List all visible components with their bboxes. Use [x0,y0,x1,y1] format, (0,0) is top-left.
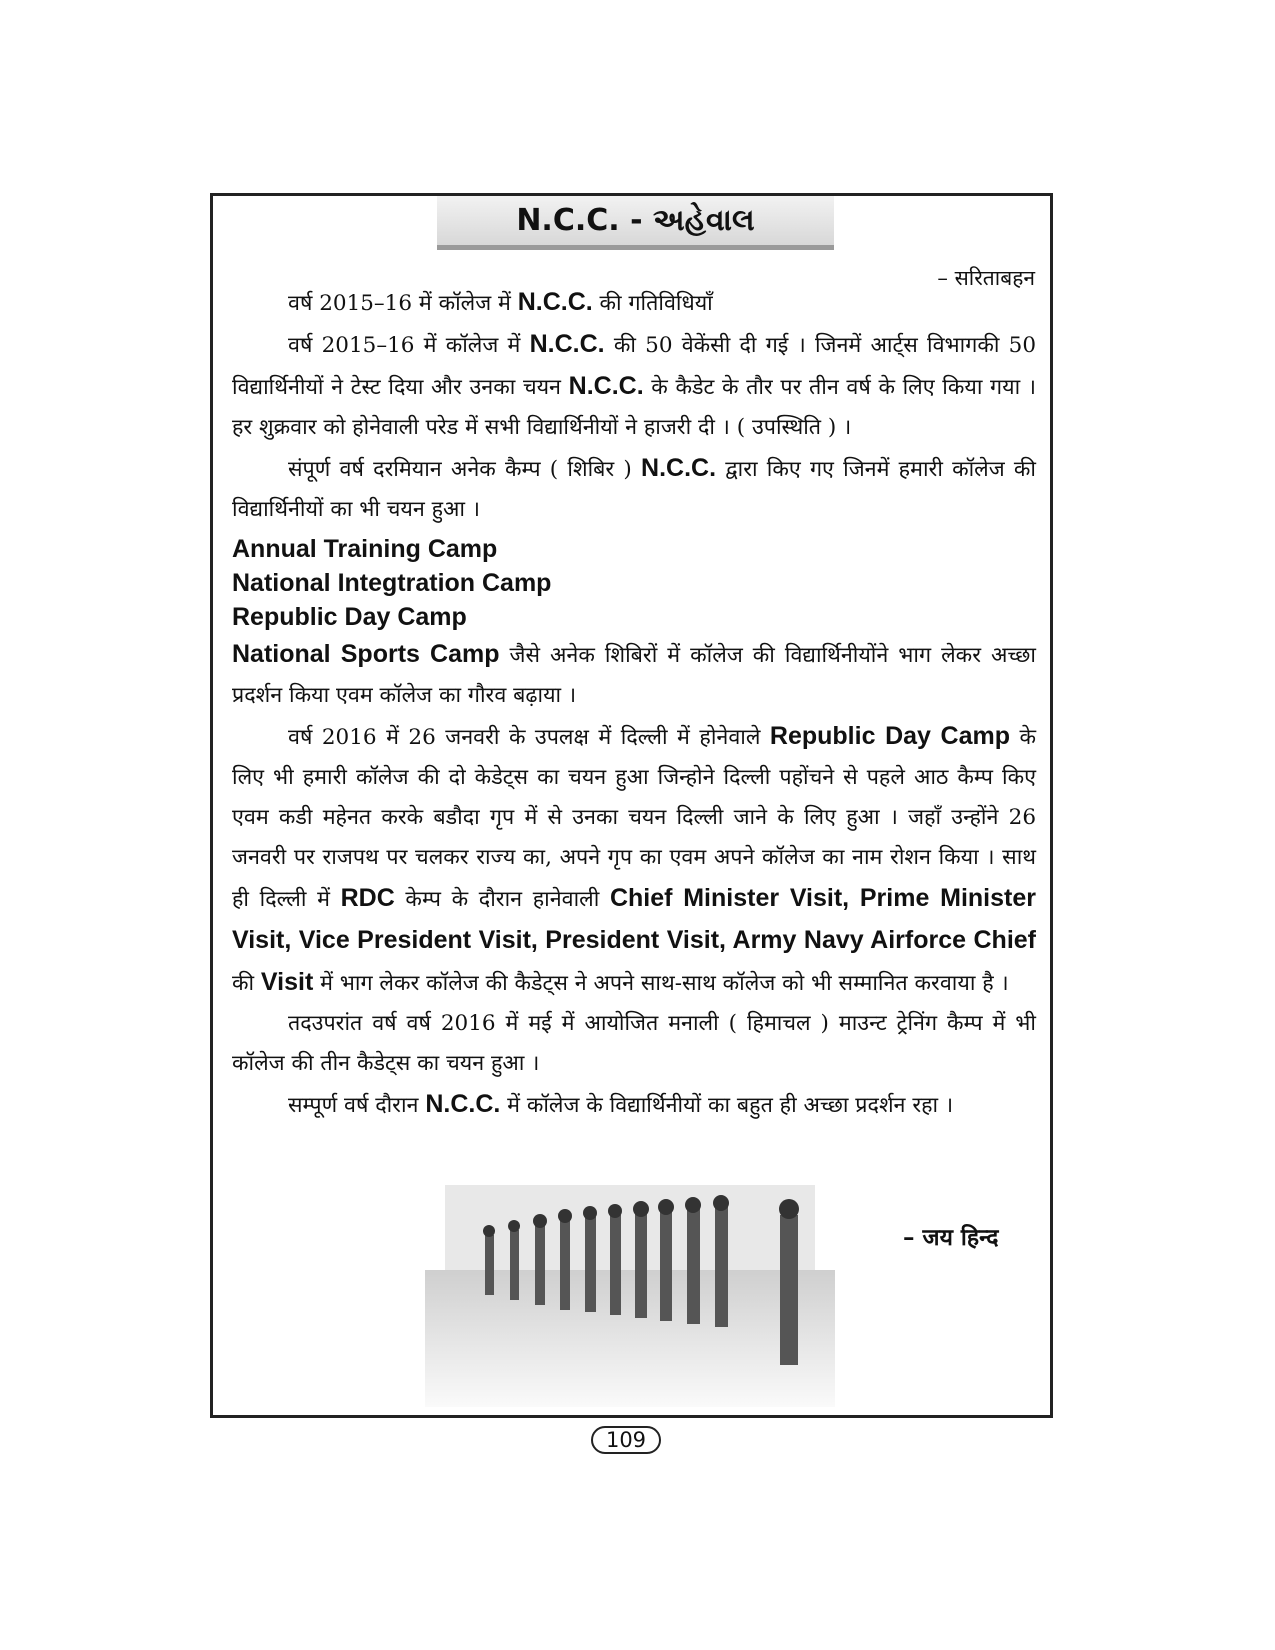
paragraph-2: संपूर्ण वर्ष दरमियान अनेक कैम्प ( शिबिर ) N.C.C. द्वारा किए गए जिनमें हमारी कॉलेज की विद्यार्थिनीयों का भी चयन हुआ । [232,454,1036,522]
paragraph-3: वर्ष 2016 में 26 जनवरी के उपलक्ष में दिल्ली में होनेवाले Republic Day Camp के लिए भी हमारी कॉलेज की दो केडेट्स का चयन हुआ जिन्होने दिल्ली पहोंचने से पहले आठ कैम्प किए एवम कडी महेनत करके बडौदा गृप में से उनका चयन दिल्ली जाने के लिए हुआ । जहाँ उन्होंने 26 जनवरी पर राजपथ पर चलकर राज्य का, अपने गृप का एवम अपने कॉलेज का नाम रोशन किया । साथ ही दिल्ली में RDC केम्प के दौरान हानेवाली Chief Minister Visit, Prime Minister Visit, Vice President Visit, President Visit, Army Navy Airforce Chief की Visit में भाग लेकर कॉलेज की कैडेट्स ने अपने साथ-साथ कॉलेज को भी सम्मानित करवाया है । [232,722,1036,996]
camp-item: Republic Day Camp [232,603,467,631]
page-number: 109 [591,1426,661,1454]
camps-paragraph: National Sports Camp जैसे अनेक शिबिरों में कॉलेज की विद्यार्थिनीयोंने भाग लेकर अच्छा प्रदर्शन किया एवम कॉलेज का गौरव बढ़ाया । [232,640,1036,708]
camp-list [232,532,1036,634]
paragraph-5: सम्पूर्ण वर्ष दौरान N.C.C. में कॉलेज के विद्यार्थिनीयों का बहुत ही अच्छा प्रदर्शन रहा । [288,1090,954,1118]
closing-salutation: – जय हिन्द [903,1224,999,1251]
paragraph-1: वर्ष 2015–16 में कॉलेज में N.C.C. की 50 वेकेंसी दी गई । जिनमें आर्ट्स विभागकी 50 विद्यार्थिनीयों ने टेस्ट दिया और उनका चयन N.C.C. के कैडेट के तौर पर तीन वर्ष के लिए किया गया । हर शुक्रवार को होनेवाली परेड में सभी विद्यार्थिनीयों ने हाजरी दी । ( उपस्थिति ) । [232,330,1036,440]
author-name: – सरिताबहन [937,266,1035,290]
paragraph-4: तदउपरांत वर्ष वर्ष 2016 में मई में आयोजित मनाली ( हिमाचल ) माउन्ट ट्रेनिंग कैम्प में भी कॉलेज की तीन कैडेट्स का चयन हुआ । [232,1011,1036,1076]
camp-item: Annual Training Camp [232,535,498,563]
intro-line: वर्ष 2015–16 में कॉलेज में N.C.C. की गतिविधियाँ [288,288,713,316]
article-body [232,282,1036,1126]
camp-item: National Integtration Camp [232,569,552,597]
page-title: N.C.C. - અહેવાલ [437,196,834,250]
camp-item: National Sports Camp [232,640,500,668]
parade-photo [425,1175,835,1407]
